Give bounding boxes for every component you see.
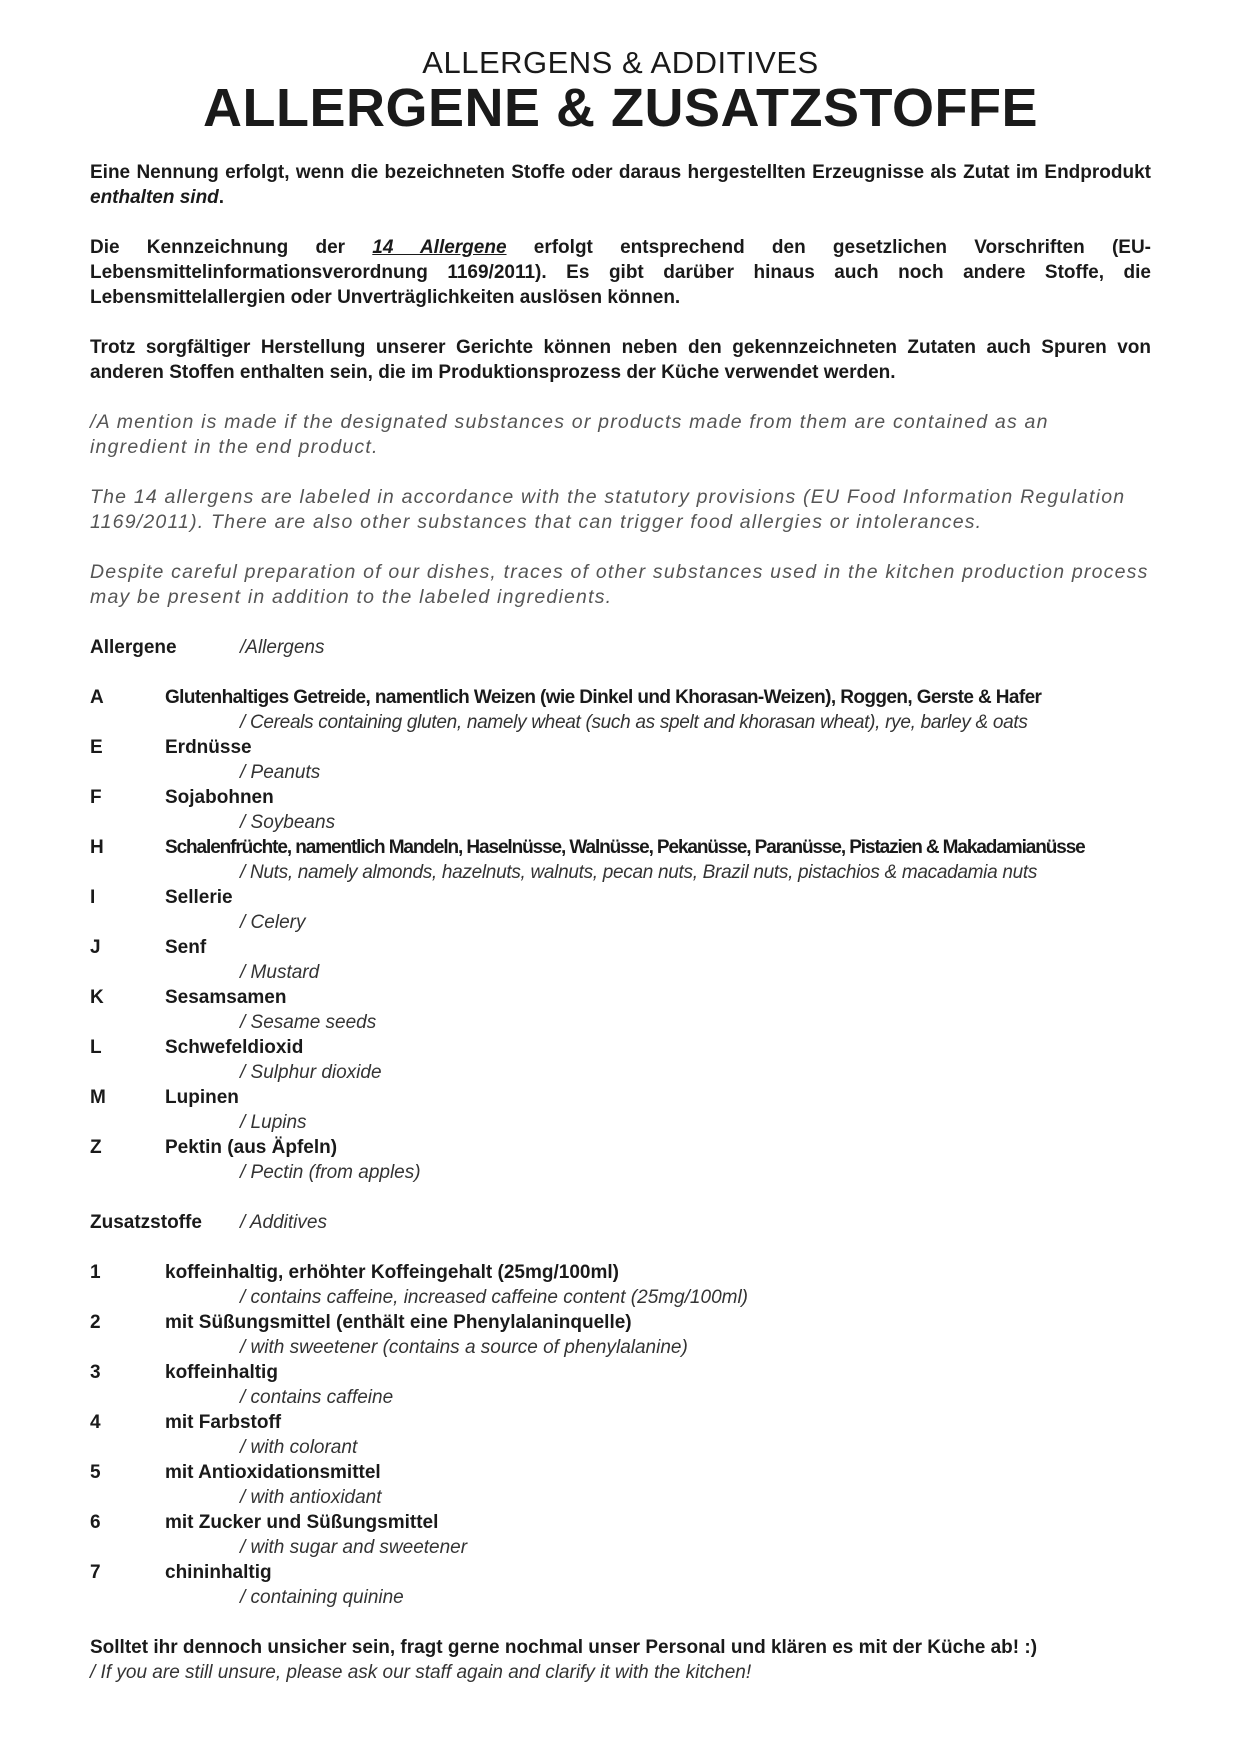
- intro-en-paragraph-2: The 14 allergens are labeled in accordance with the statutory provisions (EU Food Information Regulation 1169/2011). There are also other substances that can trigger food allergies or intolerances.: [90, 486, 1126, 533]
- item-code: Z: [90, 1137, 102, 1158]
- allergen-list: [90, 685, 1151, 1185]
- allergens-heading-de: Allergene: [90, 637, 177, 658]
- item-name-en: / Cereals containing gluten, namely wheat (such as spelt and khorasan wheat), rye, barley & oats: [240, 712, 1028, 733]
- list-item: [90, 885, 1151, 935]
- item-name-en: / Celery: [240, 912, 306, 933]
- additives-heading: [90, 1210, 1151, 1235]
- item-name-de: Glutenhaltiges Getreide, namentlich Weizen (wie Dinkel und Khorasan-Weizen), Roggen, Gerste & Hafer: [165, 687, 1042, 708]
- intro-de-p1-end: .: [218, 187, 225, 208]
- closing-note-en: / If you are still unsure, please ask our staff again and clarify it with the kitchen!: [90, 1662, 752, 1683]
- item-code: E: [90, 737, 103, 758]
- item-name-de: Schalenfrüchte, namentlich Mandeln, Haselnüsse, Walnüsse, Pekanüsse, Paranüsse, Pistazien & Makadamianüsse: [165, 837, 1085, 858]
- item-name-en: / Pectin (from apples): [240, 1162, 421, 1183]
- item-code: H: [90, 837, 104, 858]
- intro-de-p2-emphasis: 14 Allergene: [372, 237, 507, 258]
- list-item: [90, 1460, 1151, 1510]
- item-code: 6: [90, 1512, 101, 1533]
- intro-de-p2-rest: erfolgt entsprechend den gesetzlichen Vorschriften (EU-Lebensmittelinformationsverordnung 1169/2011). Es gibt darüber hinaus auch noch andere Stoffe, die Lebensmittelallergien oder Unverträglichkeiten auslösen können.: [90, 237, 1151, 308]
- list-item: [90, 1085, 1151, 1135]
- list-item: [90, 1360, 1151, 1410]
- intro-de-paragraph-1: [90, 160, 1151, 210]
- list-item: [90, 835, 1151, 885]
- item-name-en: / Soybeans: [240, 812, 336, 833]
- item-code: 1: [90, 1262, 101, 1283]
- list-item: [90, 1410, 1151, 1460]
- item-name-de: Senf: [165, 937, 207, 958]
- item-code: L: [90, 1037, 102, 1058]
- intro-de-p1-text: Eine Nennung erfolgt, wenn die bezeichneten Stoffe oder daraus hergestellten Erzeugnisse als Zutat im Endprodukt: [90, 162, 1151, 183]
- additives-heading-en: / Additives: [240, 1212, 327, 1233]
- title-german: ALLERGENE & ZUSATZSTOFFE: [203, 78, 1038, 138]
- intro-de-paragraph-2: [90, 235, 1151, 310]
- intro-de-p1-emphasis: enthalten sind: [90, 187, 219, 208]
- item-name-de: chininhaltig: [165, 1562, 272, 1583]
- list-item: [90, 1510, 1151, 1560]
- item-name-en: / with colorant: [240, 1437, 358, 1458]
- item-code: 7: [90, 1562, 101, 1583]
- item-name-en: / with antioxidant: [240, 1487, 382, 1508]
- item-name-en: / containing quinine: [240, 1587, 404, 1608]
- item-name-de: mit Zucker und Süßungsmittel: [165, 1512, 439, 1533]
- item-name-de: mit Farbstoff: [165, 1412, 282, 1433]
- item-name-de: koffeinhaltig, erhöhter Koffeingehalt (25mg/100ml): [165, 1262, 619, 1283]
- additives-heading-de: Zusatzstoffe: [90, 1212, 202, 1233]
- item-code: I: [90, 887, 96, 908]
- item-code: 3: [90, 1362, 101, 1383]
- intro-en-paragraph-1: /A mention is made if the designated substances or products made from them are contained as an ingredient in the end product.: [90, 411, 1049, 458]
- item-name-en: / contains caffeine, increased caffeine content (25mg/100ml): [240, 1287, 749, 1308]
- item-name-de: Sojabohnen: [165, 787, 274, 808]
- item-name-en: / Peanuts: [240, 762, 321, 783]
- intro-de-paragraph-3: Trotz sorgfältiger Herstellung unserer Gerichte können neben den gekennzeichneten Zutaten auch Spuren von anderen Stoffen enthalten sein, die im Produktionsprozess der Küche verwendet werden.: [90, 337, 1151, 383]
- list-item: [90, 785, 1151, 835]
- list-item: [90, 1035, 1151, 1085]
- closing-note-de: Solltet ihr dennoch unsicher sein, fragt gerne nochmal unser Personal und klären es mit der Küche ab! :): [90, 1637, 1038, 1658]
- list-item: [90, 1310, 1151, 1360]
- list-item: [90, 735, 1151, 785]
- list-item: [90, 1560, 1151, 1610]
- title-english: ALLERGENS & ADDITIVES: [422, 45, 819, 80]
- item-name-de: Pektin (aus Äpfeln): [165, 1137, 338, 1158]
- additive-list: [90, 1260, 1151, 1610]
- item-code: K: [90, 987, 104, 1008]
- item-code: 2: [90, 1312, 101, 1333]
- allergens-heading: [90, 635, 1151, 660]
- list-item: [90, 935, 1151, 985]
- item-name-en: / contains caffeine: [240, 1387, 394, 1408]
- intro-de-p2-text: Die Kennzeichnung der: [90, 237, 373, 258]
- item-name-de: mit Süßungsmittel (enthält eine Phenylalaninquelle): [165, 1312, 632, 1333]
- item-name-en: / Nuts, namely almonds, hazelnuts, walnuts, pecan nuts, Brazil nuts, pistachios & macadamia nuts: [240, 862, 1038, 883]
- item-code: F: [90, 787, 102, 808]
- item-name-de: Lupinen: [165, 1087, 239, 1108]
- list-item: [90, 1135, 1151, 1185]
- item-code: 4: [90, 1412, 101, 1433]
- item-name-en: / Lupins: [240, 1112, 307, 1133]
- item-name-de: koffeinhaltig: [165, 1362, 278, 1383]
- item-name-en: / with sugar and sweetener: [240, 1537, 468, 1558]
- item-code: 5: [90, 1462, 101, 1483]
- item-name-de: Schwefeldioxid: [165, 1037, 304, 1058]
- item-name-en: / Sesame seeds: [240, 1012, 377, 1033]
- item-name-de: Sellerie: [165, 887, 233, 908]
- list-item: [90, 685, 1151, 735]
- item-name-de: mit Antioxidationsmittel: [165, 1462, 381, 1483]
- item-code: J: [90, 937, 101, 958]
- item-name-de: Sesamsamen: [165, 987, 287, 1008]
- item-name-de: Erdnüsse: [165, 737, 252, 758]
- item-name-en: / Sulphur dioxide: [240, 1062, 382, 1083]
- item-code: A: [90, 687, 104, 708]
- list-item: [90, 1260, 1151, 1310]
- list-item: [90, 985, 1151, 1035]
- item-name-en: / with sweetener (contains a source of phenylalanine): [240, 1337, 688, 1358]
- item-name-en: / Mustard: [240, 962, 320, 983]
- intro-en-paragraph-3: Despite careful preparation of our dishes, traces of other substances used in the kitchen production process may be present in addition to the labeled ingredients.: [90, 561, 1149, 608]
- item-code: M: [90, 1087, 106, 1108]
- allergens-heading-en: /Allergens: [240, 637, 325, 658]
